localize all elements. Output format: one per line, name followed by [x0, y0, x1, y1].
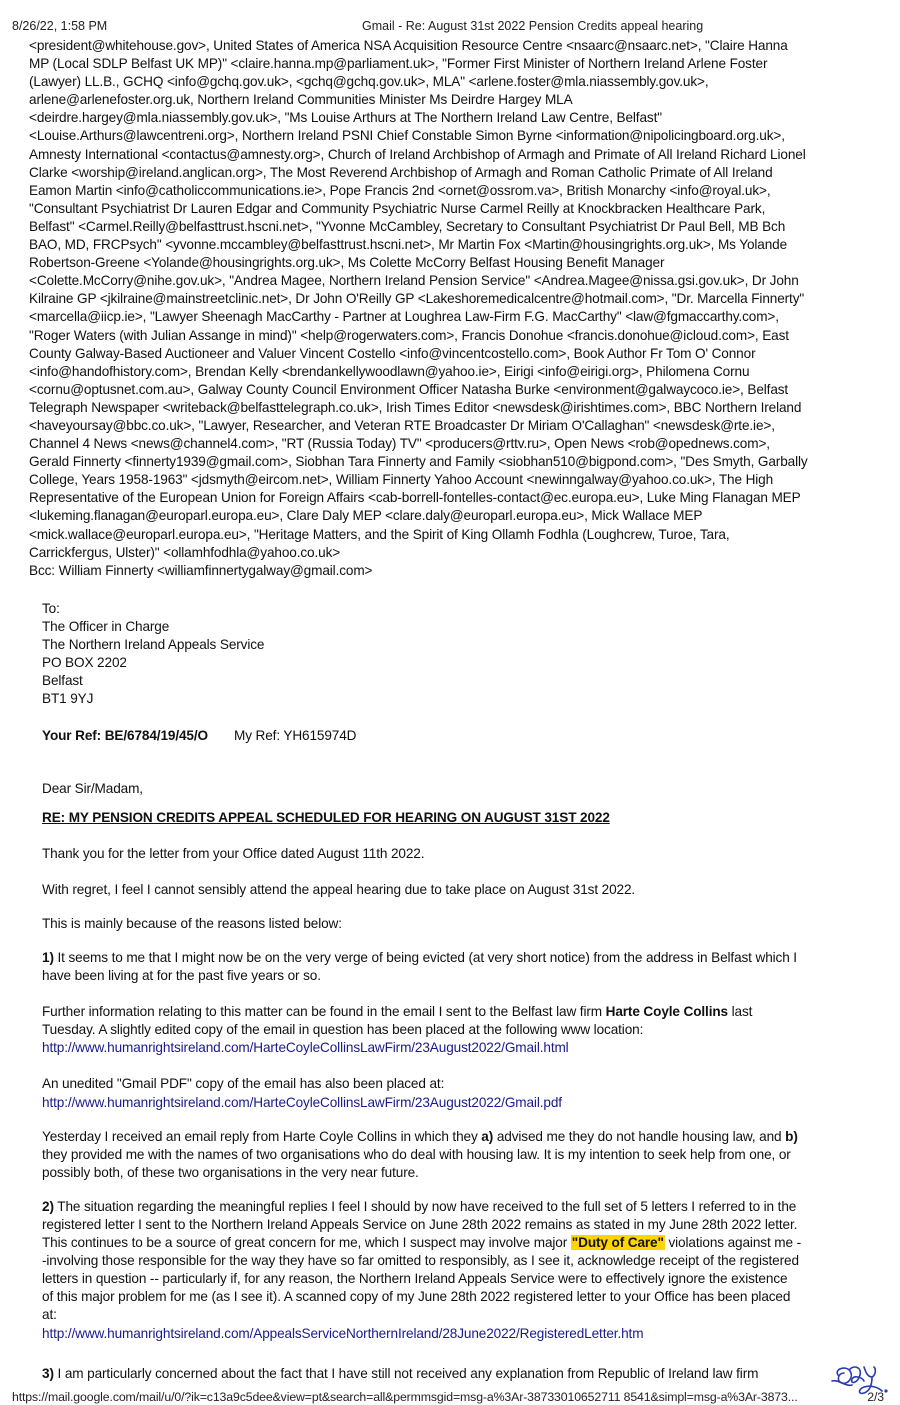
item-a: a): [481, 1128, 494, 1144]
page-number: 2/3: [867, 1389, 884, 1404]
paragraph-further-info: [42, 1003, 877, 1057]
text: at:: [42, 1307, 57, 1323]
recipient-line: County Galway-Based Auctioneer and Valuer Vincent Costello <info@vincentcostello.com>, Book Author Fr Tom O' Connor: [29, 345, 756, 361]
recipient-line: "Consultant Psychiatrist Dr Lauren Edgar and Community Psychiatric Nurse Carmel Reilly at Knockbracken Healthcare Park,: [29, 200, 766, 216]
paragraph-reason-2: [42, 1198, 877, 1343]
text: they provided me with the names of two organisations who do deal with housing law. It is my intention to seek help from one, or: [42, 1146, 791, 1162]
reason-number: 1): [42, 949, 54, 965]
print-header: [12, 18, 888, 34]
link-gmail-html[interactable]: http://www.humanrightsireland.com/HarteCoyleCollinsLawFirm/23August2022/Gmail.html: [42, 1040, 569, 1056]
recipient-line: Eamon Martin <info@catholiccommunications.ie>, Pope Francis 2nd <ornet@ossrom.va>, British Monarchy <info@royal.uk>,: [29, 182, 771, 198]
recipient-line: Kilraine GP <jkilraine@mainstreetclinic.net>, Dr John O'Reilly GP <Lakeshoremedicalcentre@hotmail.com>, "Dr. Marcella Finnerty": [29, 291, 805, 307]
paragraph-reason-3: [42, 1365, 812, 1383]
email-body: [0, 37, 900, 1405]
to-label: To:: [42, 600, 60, 616]
text: This continues to be a source of great concern for me, which I suspect may involve major: [42, 1235, 571, 1251]
print-datetime: 8/26/22, 1:58 PM: [12, 19, 108, 33]
recipient-line: (Lawyer) LL.B., GCHQ <info@gchq.gov.uk>, <gchq@gchq.gov.uk>, MLA" <arlene.foster@mla.niassembly.gov.uk>,: [29, 74, 709, 90]
recipient-line: "Roger Waters (with Julian Assange in mind)" <help@rogerwaters.com>, Francis Donohue <francis.donohue@icloud.com>, East: [29, 327, 789, 343]
recipient-line: BAO, MD, FRCPsych" <yvonne.mccambley@belfasttrust.hscni.net>, Mr Martin Fox <Martin@housingrights.org.uk>, Ms Yolande: [29, 237, 788, 253]
text: The situation regarding the meaningful replies I feel I should by now have received to the full set of 5 letters I referred to in the: [53, 1198, 797, 1214]
paragraph-reply: [42, 1128, 877, 1182]
recipient-line: Clarke <worship@ireland.anglican.org>, The Most Reverend Archbishop of Armagh and Roman Catholic Primate of All Ireland: [29, 164, 773, 180]
recipient-line: <mick.wallace@europarl.europa.eu>, "Heritage Matters, and the Spirit of King Ollamh Fodhla (Loughcrew, Turoe, Tara,: [29, 526, 730, 542]
print-footer: [12, 1389, 888, 1405]
text: An unedited "Gmail PDF" copy of the email has also been placed at:: [42, 1076, 445, 1092]
recipient-line: <info@handofhistory.com>, Brendan Kelly <brendankellywoodlawn@yahoo.ie>, Eirigi <info@eirigi.org>, Philomena Cornu: [29, 363, 750, 379]
text: violations against me -: [664, 1235, 801, 1251]
recipient-line: Telegraph Newspaper <writeback@belfasttelegraph.co.uk>, Irish Times Editor <newsdesk@irishtimes.com>, BBC Northern Ireland: [29, 399, 802, 415]
recipient-line: <lukeming.flanagan@europarl.europa.eu>, Clare Daly MEP <clare.daly@europarl.europa.eu>, Mick Wallace MEP: [29, 508, 703, 524]
recipient-line: <marcella@iicp.ie>, "Lawyer Sheenagh MacCarthy - Partner at Loughrea Law-Firm F.G. MacCarthy" <law@fgmaccarthy.com>,: [29, 309, 779, 325]
recipient-line: Gerald Finnerty <finnerty1939@gmail.com>, Siobhan Tara Finnerty and Family <siobhan510@bigpond.com>, "Des Smyth, Garbally: [29, 454, 808, 470]
text: Tuesday. A slightly edited copy of the email in question has been placed at the following www location:: [42, 1022, 644, 1038]
link-gmail-pdf[interactable]: http://www.humanrightsireland.com/HarteCoyleCollinsLawFirm/23August2022/Gmail.pdf: [42, 1094, 562, 1110]
law-firm-name: Harte Coyle Collins: [605, 1004, 728, 1020]
recipient-line: arlene@arlenefoster.org.uk, Northern Ireland Communities Minister Ms Deirdre Hargey MLA: [29, 92, 573, 108]
recipient-line: Belfast" <Carmel.Reilly@belfasttrust.hscni.net>, "Yvonne McCambley, Secretary to Consultant Psychiatrist Dr Paul Bell, MB Bch: [29, 218, 786, 234]
print-url: https://mail.google.com/mail/u/0/?ik=c13a9c5dee&view=pt&search=all&permmsgid=msg-a%3Ar-38733010652711 8541&simpl=msg-a%3Ar-3873...: [12, 1389, 798, 1404]
link-registered-letter[interactable]: http://www.humanrightsireland.com/AppealsServiceNorthernIreland/28June2022/RegisteredLetter.htm: [42, 1325, 644, 1341]
recipient-line: MP (Local SDLP Belfast UK MP)" <claire.hanna.mp@parliament.uk>, "Former First Minister of Northern Ireland Arlene Foster: [29, 56, 768, 72]
paragraph-reasons-intro: This is mainly because of the reasons listed below:: [42, 915, 342, 931]
highlight-duty-of-care: "Duty of Care": [571, 1235, 664, 1251]
address-line: BT1 9YJ: [42, 691, 94, 707]
references: [42, 727, 877, 745]
text: of this major problem for me (as I see it). A scanned copy of my June 28th 2022 registered letter to your Office has been placed: [42, 1289, 791, 1305]
recipient-line: Robertson-Greene <Yolande@housingrights.org.uk>, Ms Colette McCorry Belfast Housing Benefit Manager: [29, 255, 665, 271]
text: Further information relating to this matter can be found in the email I sent to the Belfast law firm: [42, 1004, 606, 1020]
recipient-line: Bcc: William Finnerty <williamfinnertygalway@gmail.com>: [29, 562, 373, 578]
text: -involving those responsible for the way they have so far omitted to responsibly, as I see it, acknowledge receipt of the registered: [42, 1253, 799, 1269]
salutation: Dear Sir/Madam,: [42, 781, 143, 797]
recipient-line: <Colette.McCorry@nihe.gov.uk>, "Andrea Magee, Northern Ireland Pension Service" <Andrea.Magee@nissa.gsi.gov.uk>, Dr John: [29, 273, 799, 289]
paragraph-regret: With regret, I feel I cannot sensibly attend the appeal hearing due to take place on August 31st 2022.: [42, 881, 636, 897]
reason-number: 3): [42, 1365, 54, 1381]
paragraph-reason-1: [42, 949, 877, 985]
recipient-line: <deirdre.hargey@mla.niassembly.gov.uk>, "Ms Louise Arthurs at The Northern Ireland Law Centre, Belfast": [29, 110, 662, 126]
address-line: The Northern Ireland Appeals Service: [42, 637, 265, 652]
recipient-line: College, Years 1958-1963" <jdsmyth@eircom.net>, William Finnerty Yahoo Account <newinngalway@yahoo.co.uk>, The High: [29, 472, 774, 488]
print-title: Gmail - Re: August 31st 2022 Pension Credits appeal hearing: [362, 19, 704, 33]
recipient-address: [42, 600, 877, 709]
paragraph-thanks: Thank you for the letter from your Office dated August 11th 2022.: [42, 845, 425, 861]
text: Yesterday I received an email reply from Harte Coyle Collins in which they: [42, 1128, 482, 1144]
recipient-line: Amnesty International <contactus@amnesty.org>, Church of Ireland Archbishop of Armagh and Primate of All Ireland Richard Lionel: [29, 146, 806, 162]
text: advised me they do not handle housing law, and: [493, 1128, 786, 1144]
item-b: b): [785, 1128, 798, 1144]
reason-number: 2): [42, 1198, 54, 1214]
text: registered letter I sent to the Northern Ireland Appeals Service on June 28th 2022 remains as stated in my June 28th 2022 letter.: [42, 1216, 798, 1232]
text: It seems to me that I might now be on the very verge of being evicted (at very short notice) from the address in Belfast which I: [53, 949, 797, 965]
recipient-list: [29, 37, 879, 580]
paragraph-pdf-copy: [42, 1075, 877, 1111]
address-line: The Officer in Charge: [42, 618, 170, 634]
letter-subject: RE: MY PENSION CREDITS APPEAL SCHEDULED FOR HEARING ON AUGUST 31ST 2022: [42, 809, 610, 825]
text: letters in question -- particularly if, for any reason, the Northern Ireland Appeals Service were to effectively ignore the existence: [42, 1271, 788, 1287]
text: possibly both, of these two organisations in the very near future.: [42, 1164, 419, 1180]
recipient-line: <cornu@optusnet.com.au>, Galway County Council Environment Officer Natasha Burke <environment@galwaycoco.ie>, Belfast: [29, 381, 789, 397]
recipient-line: <haveyoursay@bbc.co.uk>, "Lawyer, Researcher, and Veteran RTE Broadcaster Dr Miriam O'Callaghan" <newsdesk@rte.ie>,: [29, 417, 775, 433]
recipient-line: Channel 4 News <news@channel4.com>, "RT (Russia Today) TV" <producers@rttv.ru>, Open News <rob@opednews.com>,: [29, 436, 770, 452]
address-line: Belfast: [42, 673, 83, 689]
recipient-line: Carrickfergus, Ulster)" <ollamhfodhla@yahoo.co.uk>: [29, 544, 341, 560]
text: I am particularly concerned about the fact that I have still not received any explanation from Republic of Ireland law firm: [53, 1365, 759, 1381]
address-line: PO BOX 2202: [42, 655, 127, 671]
text: last: [728, 1004, 753, 1020]
recipient-line: <president@whitehouse.gov>, United States of America NSA Acquisition Resource Centre <nsaarc@nsaarc.net>, "Claire Hanna: [29, 38, 788, 53]
text: have been living at for the past five years or so.: [42, 968, 321, 984]
recipient-line: <Louise.Arthurs@lawcentreni.org>, Northern Ireland PSNI Chief Constable Simon Byrne <information@nipolicingboard.org.uk>,: [29, 128, 785, 144]
your-ref: Your Ref: BE/6784/19/45/O: [42, 728, 208, 744]
recipient-line: Representative of the European Union for Foreign Affairs <cab-borrell-fontelles-contact@ec.europa.eu>, Luke Ming Flanagan MEP: [29, 490, 801, 506]
my-ref: My Ref: YH615974D: [234, 728, 357, 744]
